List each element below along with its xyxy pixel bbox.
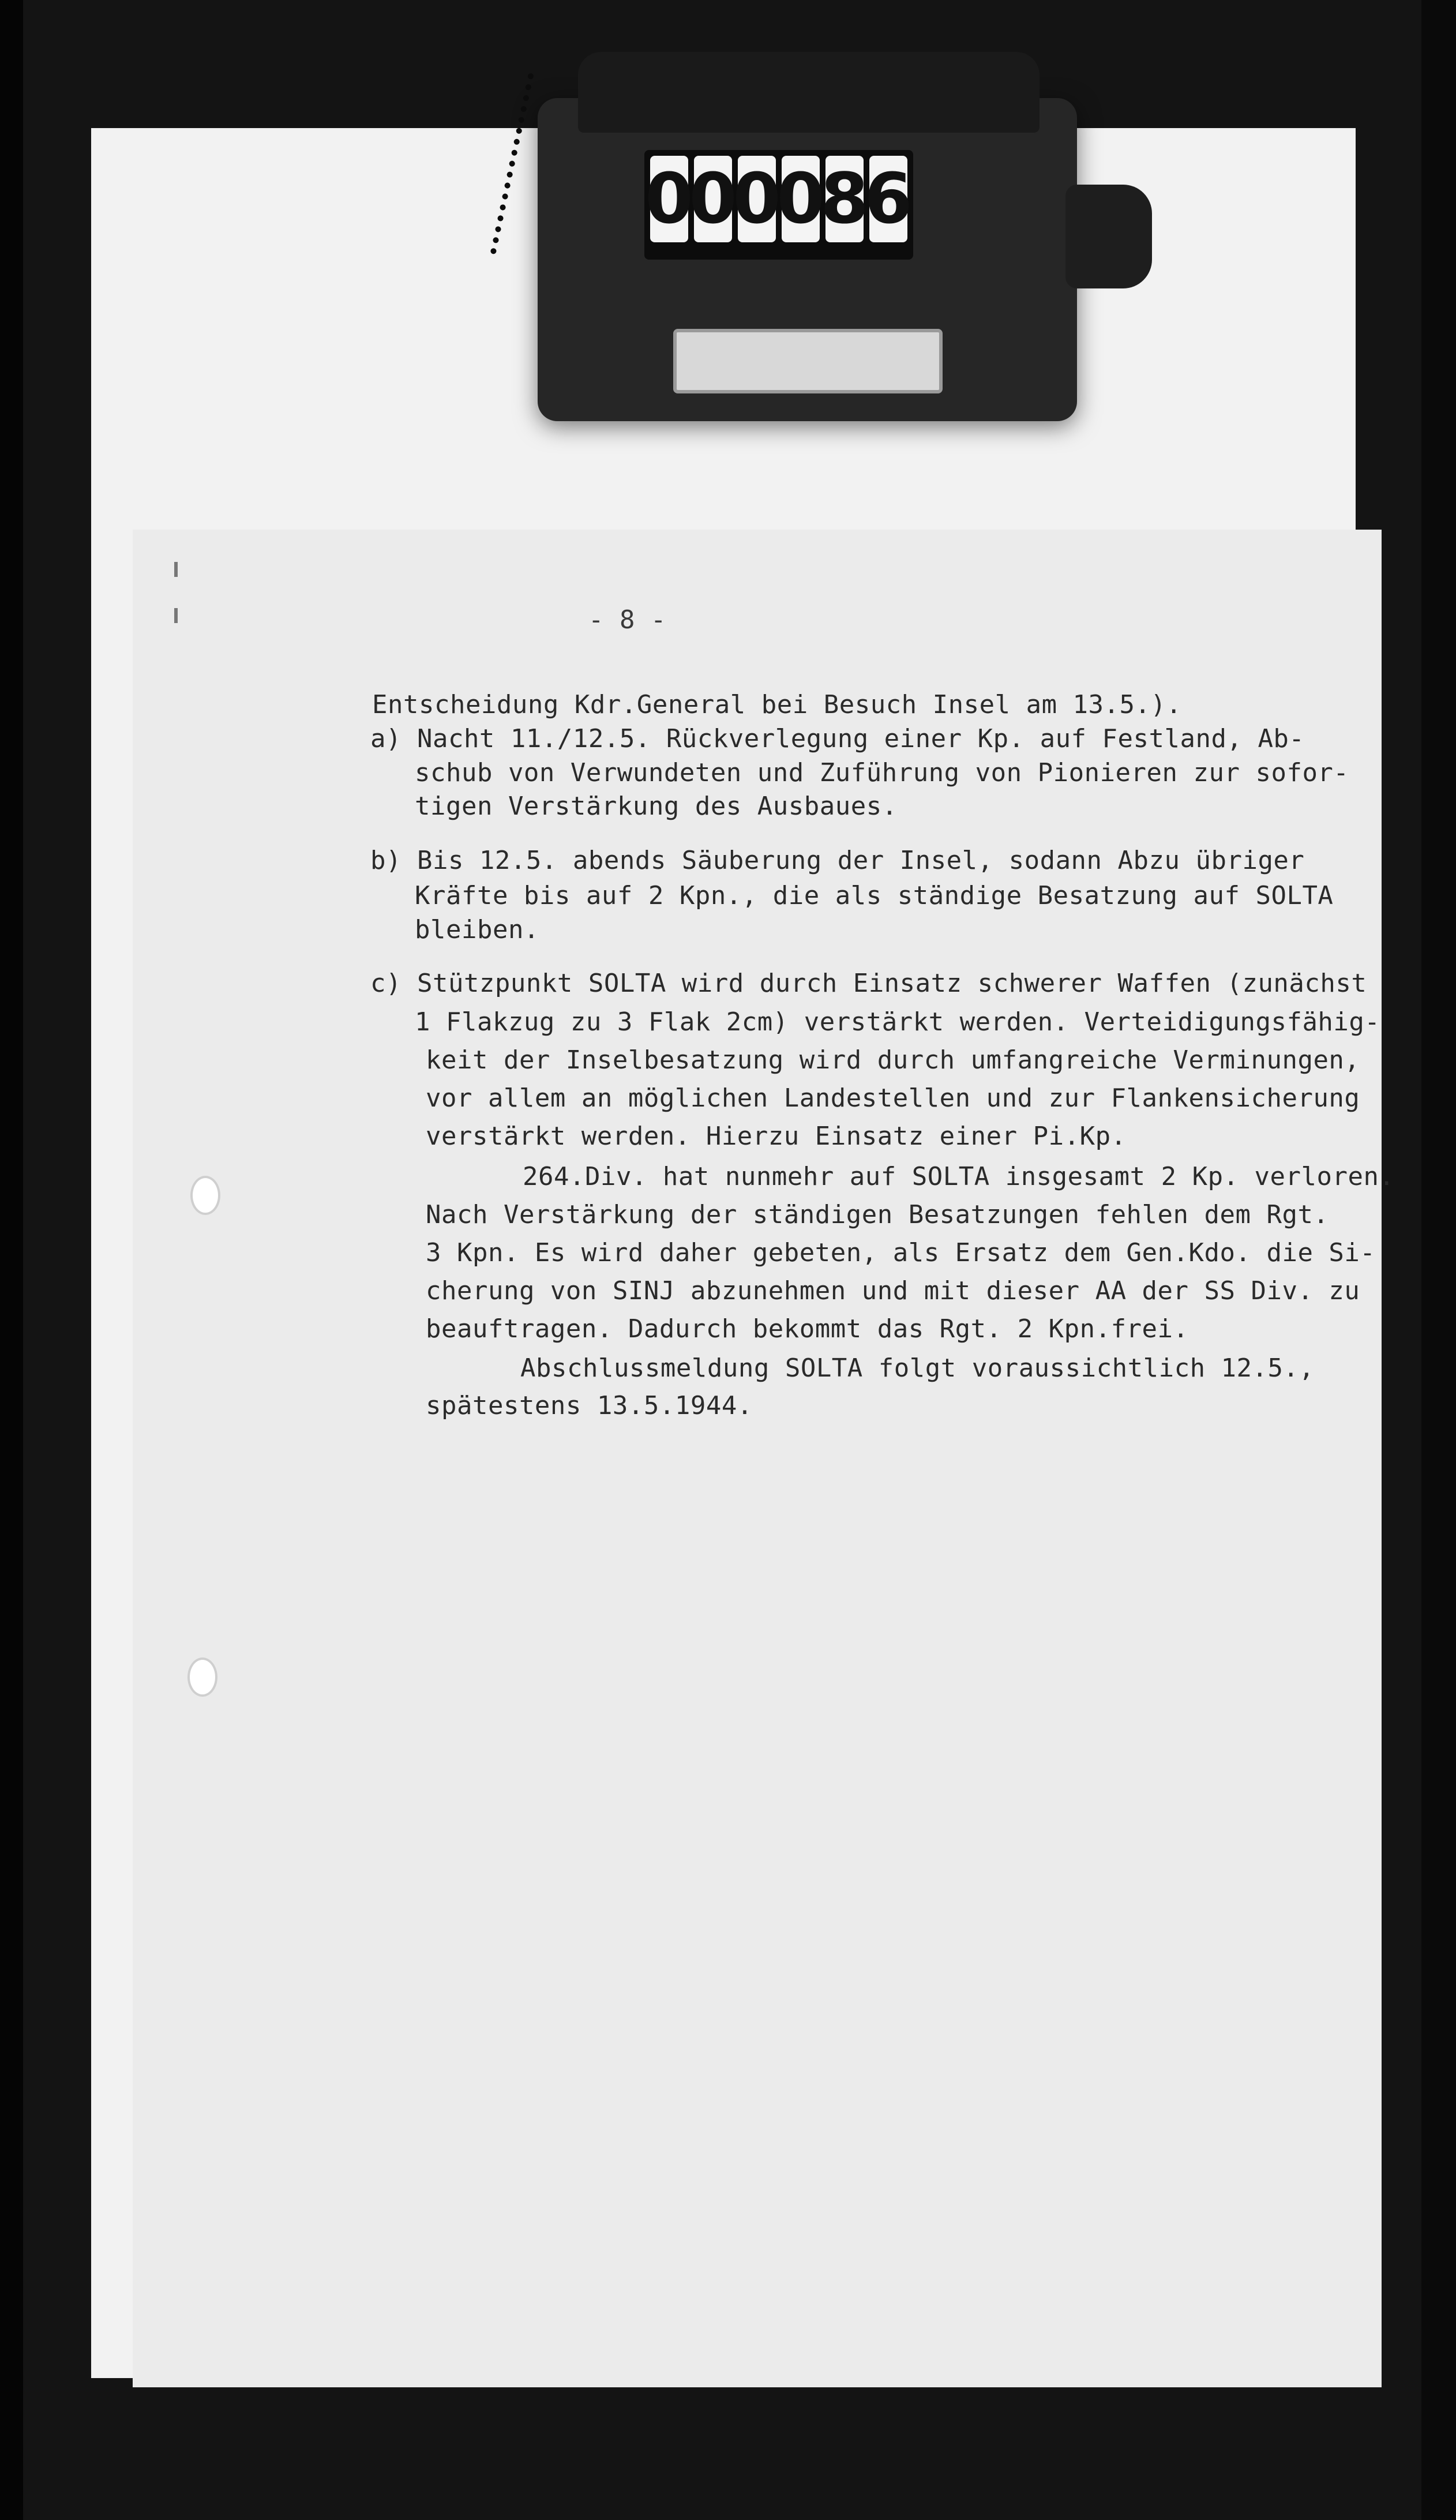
text-line: schub von Verwundeten und Zuführung von Pionieren zur sofor-: [415, 758, 1349, 787]
counter-digit: 0: [782, 156, 820, 242]
text-line: b) Bis 12.5. abends Säuberung der Insel, sodann Abzu übriger: [370, 846, 1305, 875]
text-line: 1 Flakzug zu 3 Flak 2cm) verstärkt werden. Verteidigungsfähig-: [415, 1007, 1380, 1037]
counter-nameplate: [673, 329, 943, 393]
text-line: spätestens 13.5.1944.: [426, 1391, 753, 1420]
text-line: Kräfte bis auf 2 Kpn., die als ständige Besatzung auf SOLTA: [415, 881, 1334, 910]
frame-counter-device: [538, 98, 1077, 421]
text-line: vor allem an möglichen Landestellen und zur Flankensicherung: [426, 1083, 1360, 1113]
punch-hole-upper: [190, 1176, 220, 1215]
text-line: beauftragen. Dadurch bekommt das Rgt. 2 Kpn.frei.: [426, 1314, 1189, 1344]
text-line: 3 Kpn. Es wird daher gebeten, als Ersatz dem Gen.Kdo. die Si-: [426, 1238, 1376, 1268]
text-line: 264.Div. hat nunmehr auf SOLTA insgesamt 2 Kp. verloren.: [523, 1162, 1395, 1191]
page-number: - 8 -: [588, 605, 666, 635]
margin-mark: [174, 608, 178, 623]
document-page: [133, 530, 1395, 2387]
text-line: cherung von SINJ abzunehmen und mit dieser AA der SS Div. zu: [426, 1276, 1360, 1306]
margin-mark: [174, 562, 178, 577]
counter-digit: 8: [825, 156, 864, 242]
text-line: bleiben.: [415, 915, 539, 944]
counter-top-housing: [578, 52, 1040, 133]
counter-display: [644, 150, 913, 260]
text-line: Entscheidung Kdr.General bei Besuch Insel am 13.5.).: [372, 690, 1182, 719]
text-line: tigen Verstärkung des Ausbaues.: [415, 792, 898, 821]
counter-knob: [1065, 185, 1152, 288]
film-edge-left: [0, 0, 23, 2520]
text-line: keit der Inselbesatzung wird durch umfangreiche Verminungen,: [426, 1045, 1360, 1075]
counter-digit: 0: [738, 156, 776, 242]
film-edge-right: [1421, 0, 1456, 2520]
text-line: Nach Verstärkung der ständigen Besatzungen fehlen dem Rgt.: [426, 1200, 1329, 1229]
counter-digit: 0: [650, 156, 688, 242]
counter-digit: 6: [869, 156, 907, 242]
text-line: verstärkt werden. Hierzu Einsatz einer Pi.Kp.: [426, 1122, 1127, 1151]
counter-digit: 0: [694, 156, 732, 242]
text-line: Abschlussmeldung SOLTA folgt voraussichtlich 12.5.,: [520, 1353, 1315, 1383]
text-line: c) Stützpunkt SOLTA wird durch Einsatz schwerer Waffen (zunächst: [370, 969, 1367, 998]
punch-hole-lower: [187, 1657, 217, 1697]
text-line: a) Nacht 11./12.5. Rückverlegung einer Kp. auf Festland, Ab-: [370, 724, 1305, 753]
